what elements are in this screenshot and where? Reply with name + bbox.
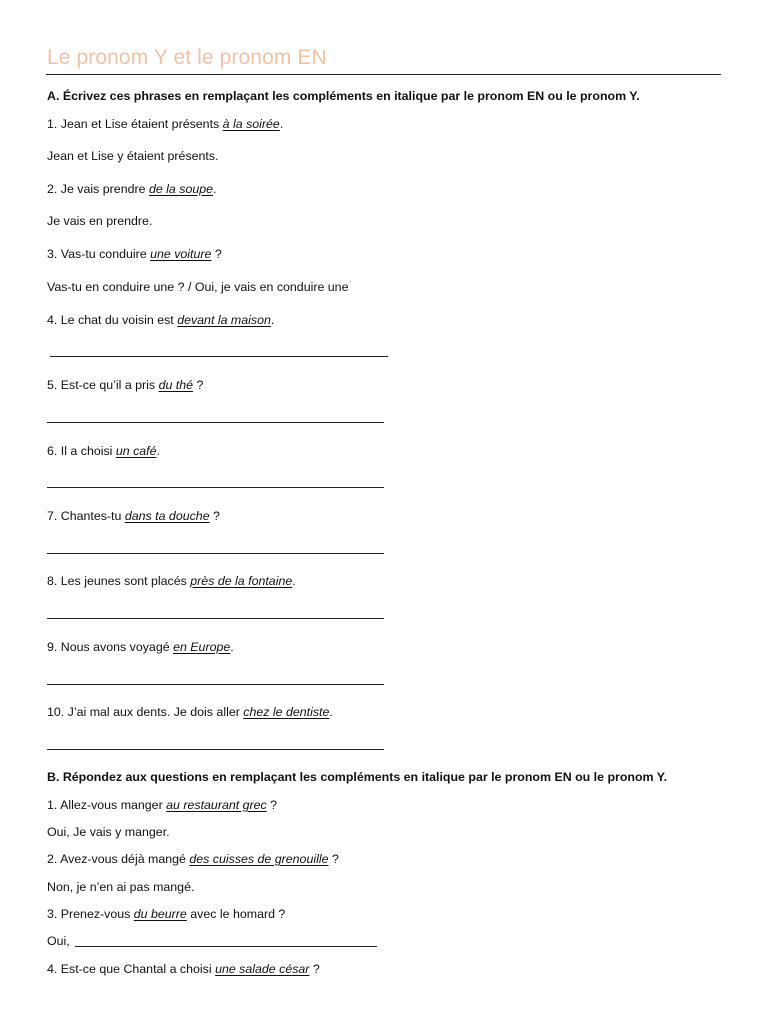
question-a1	[47, 116, 283, 132]
question-a10	[47, 704, 333, 720]
answer-b2: Non, je n’en ai pas mangé.	[47, 880, 195, 894]
question-text: 3. Prenez-vous	[47, 907, 134, 921]
italic-complement: en Europe	[173, 640, 231, 654]
question-end: .	[230, 640, 234, 654]
question-text: 2. Je vais prendre	[47, 182, 149, 196]
italic-complement: de la soupe	[148, 182, 214, 196]
question-a8	[47, 573, 296, 589]
title-rule	[46, 74, 721, 75]
question-end: ?	[211, 247, 222, 261]
question-end: ?	[193, 378, 204, 392]
question-text: 7. Chantes-tu	[47, 509, 125, 523]
section-a-instruction: A. Écrivez ces phrases en remplaçant les compléments en italique par le pronom EN ou le pronom Y.	[47, 89, 640, 103]
question-end: .	[270, 313, 275, 327]
question-b1	[47, 797, 277, 813]
question-text: 6. Il a choisi	[47, 444, 116, 458]
question-end: .	[329, 705, 333, 719]
italic-complement: devant la maison	[177, 313, 271, 327]
answer-b1: Oui, Je vais y manger.	[47, 825, 170, 839]
page-title: Le pronom Y et le pronom EN	[47, 46, 327, 69]
question-b2	[47, 851, 339, 867]
question-end: .	[213, 182, 217, 196]
answer-blank-a6	[47, 487, 384, 488]
italic-complement: dans ta douche	[124, 509, 210, 523]
question-a5	[47, 377, 203, 393]
question-text: 8. Les jeunes sont placés	[47, 574, 191, 588]
italic-complement: du beurre	[133, 907, 187, 921]
question-end: .	[292, 574, 296, 588]
italic-complement: un café	[115, 444, 157, 458]
question-end: avec le homard ?	[186, 907, 286, 921]
answer-blank-a5	[47, 422, 384, 423]
question-text: 9. Nous avons voyagé	[47, 640, 174, 654]
question-end: .	[156, 444, 160, 458]
question-a3	[47, 246, 222, 262]
italic-complement: à la soirée	[222, 117, 280, 131]
question-text: 1. Allez-vous manger	[47, 798, 167, 812]
italic-complement: au restaurant grec	[166, 798, 267, 812]
answer-a2: Je vais en prendre.	[47, 214, 153, 228]
question-text: 4. Est-ce que Chantal a choisi	[47, 962, 216, 976]
question-text: 4. Le chat du voisin est	[47, 313, 178, 327]
question-text: 3. Vas-tu conduire	[47, 247, 151, 261]
question-b3	[47, 906, 285, 922]
italic-complement: une voiture	[150, 247, 212, 261]
italic-complement: une salade césar	[215, 962, 310, 976]
answer-blank-a7	[47, 553, 384, 554]
answer-blank-a8	[47, 618, 384, 619]
question-b4	[47, 961, 320, 977]
question-a7	[47, 508, 220, 524]
italic-complement: chez le dentiste	[243, 705, 330, 719]
italic-complement: du thé	[158, 378, 194, 392]
question-end: ?	[209, 509, 220, 523]
question-text: 1. Jean et Lise étaient présents	[47, 117, 223, 131]
question-end: ?	[328, 852, 339, 866]
question-end: .	[279, 117, 284, 131]
question-text: 5. Est-ce qu’il a pris	[47, 378, 159, 392]
question-end: ?	[309, 962, 320, 976]
italic-complement: des cuisses de grenouille	[189, 852, 329, 866]
italic-complement: près de la fontaine	[190, 574, 293, 588]
answer-b3-prefix: Oui,	[47, 934, 70, 948]
question-a2	[47, 181, 216, 197]
question-a9	[47, 639, 234, 655]
answer-blank-a4	[50, 356, 388, 357]
answer-a1: Jean et Lise y étaient présents.	[47, 149, 219, 163]
question-a6	[47, 443, 160, 459]
question-text: 2. Avez-vous déjà mangé	[47, 852, 190, 866]
answer-blank-b3	[75, 946, 377, 947]
answer-a3: Vas-tu en conduire une ? / Oui, je vais en conduire une	[47, 280, 349, 294]
question-text: 10. J’ai mal aux dents. Je dois aller	[47, 705, 244, 719]
answer-blank-a9	[47, 684, 384, 685]
section-b-instruction: B. Répondez aux questions en remplaçant les compléments en italique par le pronom EN ou le pronom Y.	[47, 770, 668, 784]
answer-blank-a10	[47, 749, 384, 750]
question-a4	[47, 312, 274, 328]
question-end: ?	[266, 798, 278, 812]
